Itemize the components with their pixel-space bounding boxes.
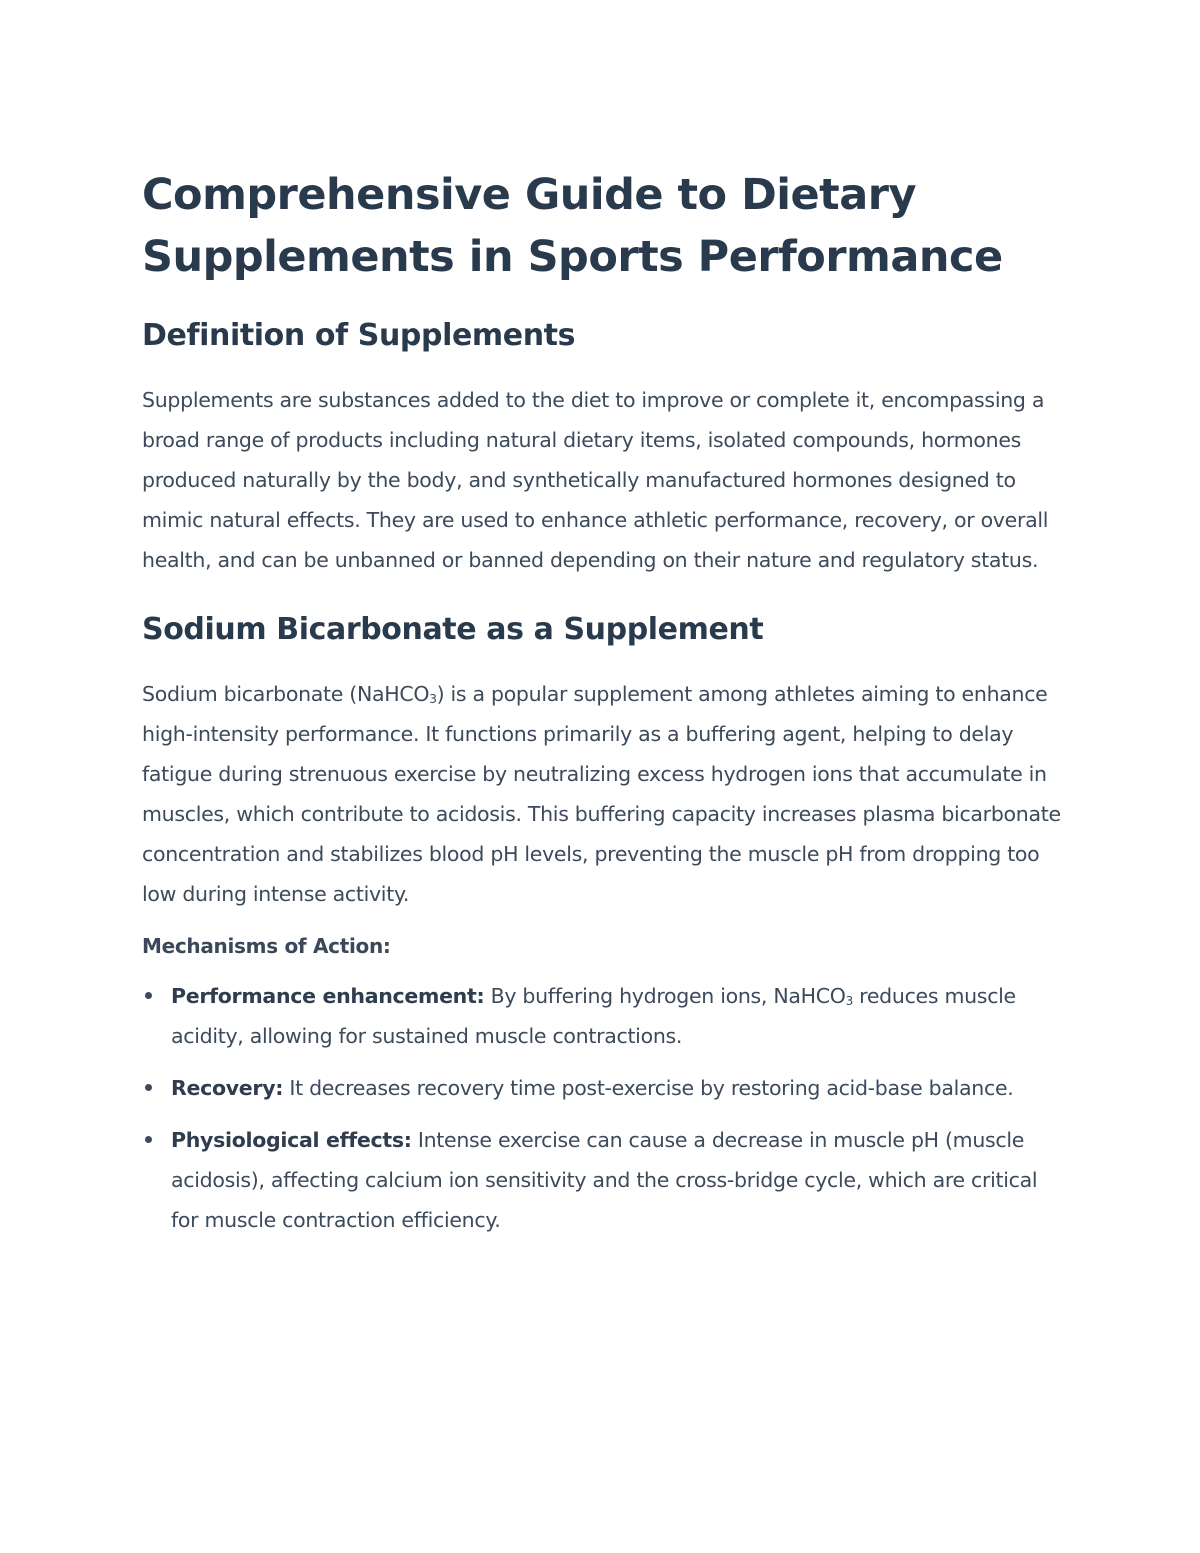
bullet-icon (145, 1084, 152, 1091)
paragraph-text-start: Sodium bicarbonate (NaHCO (142, 682, 430, 706)
list-item-performance (142, 976, 1062, 1056)
subscript: 3 (845, 994, 853, 1008)
list-item-label: Physiological effects: (171, 1128, 412, 1152)
list-item-label: Recovery: (171, 1076, 284, 1100)
mechanisms-subheading: Mechanisms of Action: (142, 934, 391, 958)
section-heading-sodium-bicarbonate: Sodium Bicarbonate as a Supplement (142, 612, 764, 647)
list-item-text-end: reduces muscle acidity, allowing for sustained muscle contractions. (171, 984, 1016, 1048)
section-paragraph-sodium-bicarbonate (142, 674, 1062, 914)
document-page (142, 164, 1062, 1252)
list-item-text: By buffering hydrogen ions, NaHCO (484, 984, 846, 1008)
list-item-recovery (142, 1068, 1062, 1108)
section-heading-definition: Definition of Supplements (142, 318, 576, 353)
list-item-label: Performance enhancement: (171, 984, 485, 1008)
list-item-physiological (142, 1120, 1062, 1240)
bullet-icon (145, 1136, 152, 1143)
section-paragraph-definition: Supplements are substances added to the diet to improve or complete it, encompassing a broad range of products including natural dietary items, isolated compounds, hormones produced naturally by the body, and synthetically manufactured hormones designed to mimic natural effects. They are used to enhance athletic performance, recovery, or overall health, and can be unbanned or banned depending on their nature and regulatory status. (142, 388, 1049, 572)
list-item-text: It decreases recovery time post-exercise by restoring acid-base balance. (283, 1076, 1014, 1100)
bullet-icon (145, 992, 152, 999)
paragraph-text-end: ) is a popular supplement among athletes aiming to enhance high-intensity performance. It functions primarily as a buffering agent, helping to delay fatigue during strenuous exercise by neutralizing excess hydrogen ions that accumulate in muscles, which contribute to acidosis. This buffering capacity increases plasma bicarbonate concentration and stabilizes blood pH levels, preventing the muscle pH from dropping too low during intense activity. (142, 682, 1061, 906)
list-item-text: Intense exercise can cause a decrease in muscle pH (muscle acidosis), affecting calcium ion sensitivity and the cross-bridge cycle, which are critical for muscle contraction efficiency. (171, 1128, 1038, 1232)
mechanisms-list (142, 976, 1062, 1240)
subscript: 3 (429, 692, 437, 706)
document-title: Comprehensive Guide to Dietary Supplements in Sports Performance (142, 170, 1003, 282)
